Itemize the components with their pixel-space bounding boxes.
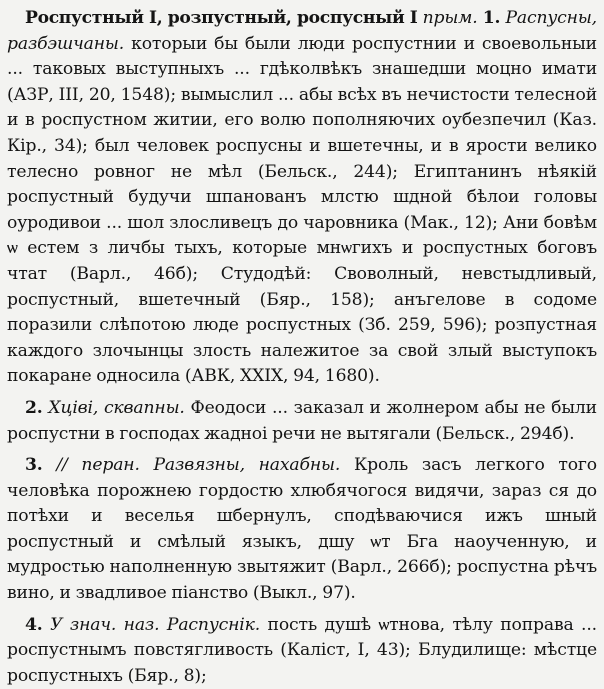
sense-3-paragraph xyxy=(7,453,597,607)
sense-citations: которыи бы были люди роспустнии и своевольныи ... таковых выступныхъ ... гдѣколвѣкъ знашедши моцно имати (АЗР, III, 20, 1548); вымыслил ... абы всѣх въ нечистости телесной и в роспустном житии, его волю пополняючих оубезпечил (Каз. Кір., 34); был человек роспусны и вшетечны, и в ярости велико телесно ровног не мѣл (Бельск., 244); Египтанинъ нѣякій роспустный будучи шпанованъ млстю шдной бѣлои головы оуродивои ... шол злоcливецъ до чаровника (Мак., 12); Ани бовѣм ѡ естем з личбы тыхъ, которые мнѡгихъ и роспустных боговъ чтат (Варл., 46б); Студодѣй: Своволный, невстыдливый, роспустный, вшетечный (Бяр., 158); анъгелове в содоме поразили слѣпотою люде роспустных (Зб. 259, 596); розпустная каждого злочынцы злость належитое за свой злый выступокъ покаране односила (АВК, XXIX, 94, 1680). xyxy=(7,33,597,387)
sense-citations: пость душѣ ѡтнова, тѣлу поправа ... роспустнымъ повстягливость (Каліст, I, 43); Блудилище: мѣстце роспустныхъ (Бяр., 8); xyxy=(7,614,597,686)
sense-1-paragraph xyxy=(7,6,597,390)
sense-4-paragraph xyxy=(7,613,597,689)
part-of-speech-label: прым. xyxy=(422,8,478,28)
sense-2-paragraph xyxy=(7,396,597,447)
dictionary-entry xyxy=(7,6,597,689)
sense-gloss: Распусны, разбэшчаны. xyxy=(7,8,597,54)
entry-headword: Роспустный I, розпустный, роспусный I xyxy=(25,8,418,28)
sense-number: 1. xyxy=(482,8,501,28)
sense-citations: Кроль засъ легкого того человѣка порожнею гордостю хлюбячогося видячи, зараз ся до потѣхи и веселья шбернулъ, сподѣваючися ижъ шный роспустный и смѣлый языкъ, дшу ѡт Бга наоученную, и мудростью наполненную звытяжит (Варл., 266б); роспустна рѣчъ вино, и звадливое піанство (Выкл., 97). xyxy=(7,455,597,604)
sense-number: 2. xyxy=(25,397,43,418)
sense-number: 4. xyxy=(25,614,43,635)
sense-citations: Феодоси ... заказал и жолнером абы не были роспустни в господах жадноi речи не вытягали (Бельск., 294б). xyxy=(7,397,597,444)
sense-gloss: // перан. Развязны, нахабны. xyxy=(56,455,341,476)
sense-number: 3. xyxy=(25,455,43,476)
sense-gloss: Хціві, скваnны. xyxy=(48,397,185,418)
sense-gloss: У знач. наз. Распуснік. xyxy=(50,614,261,635)
